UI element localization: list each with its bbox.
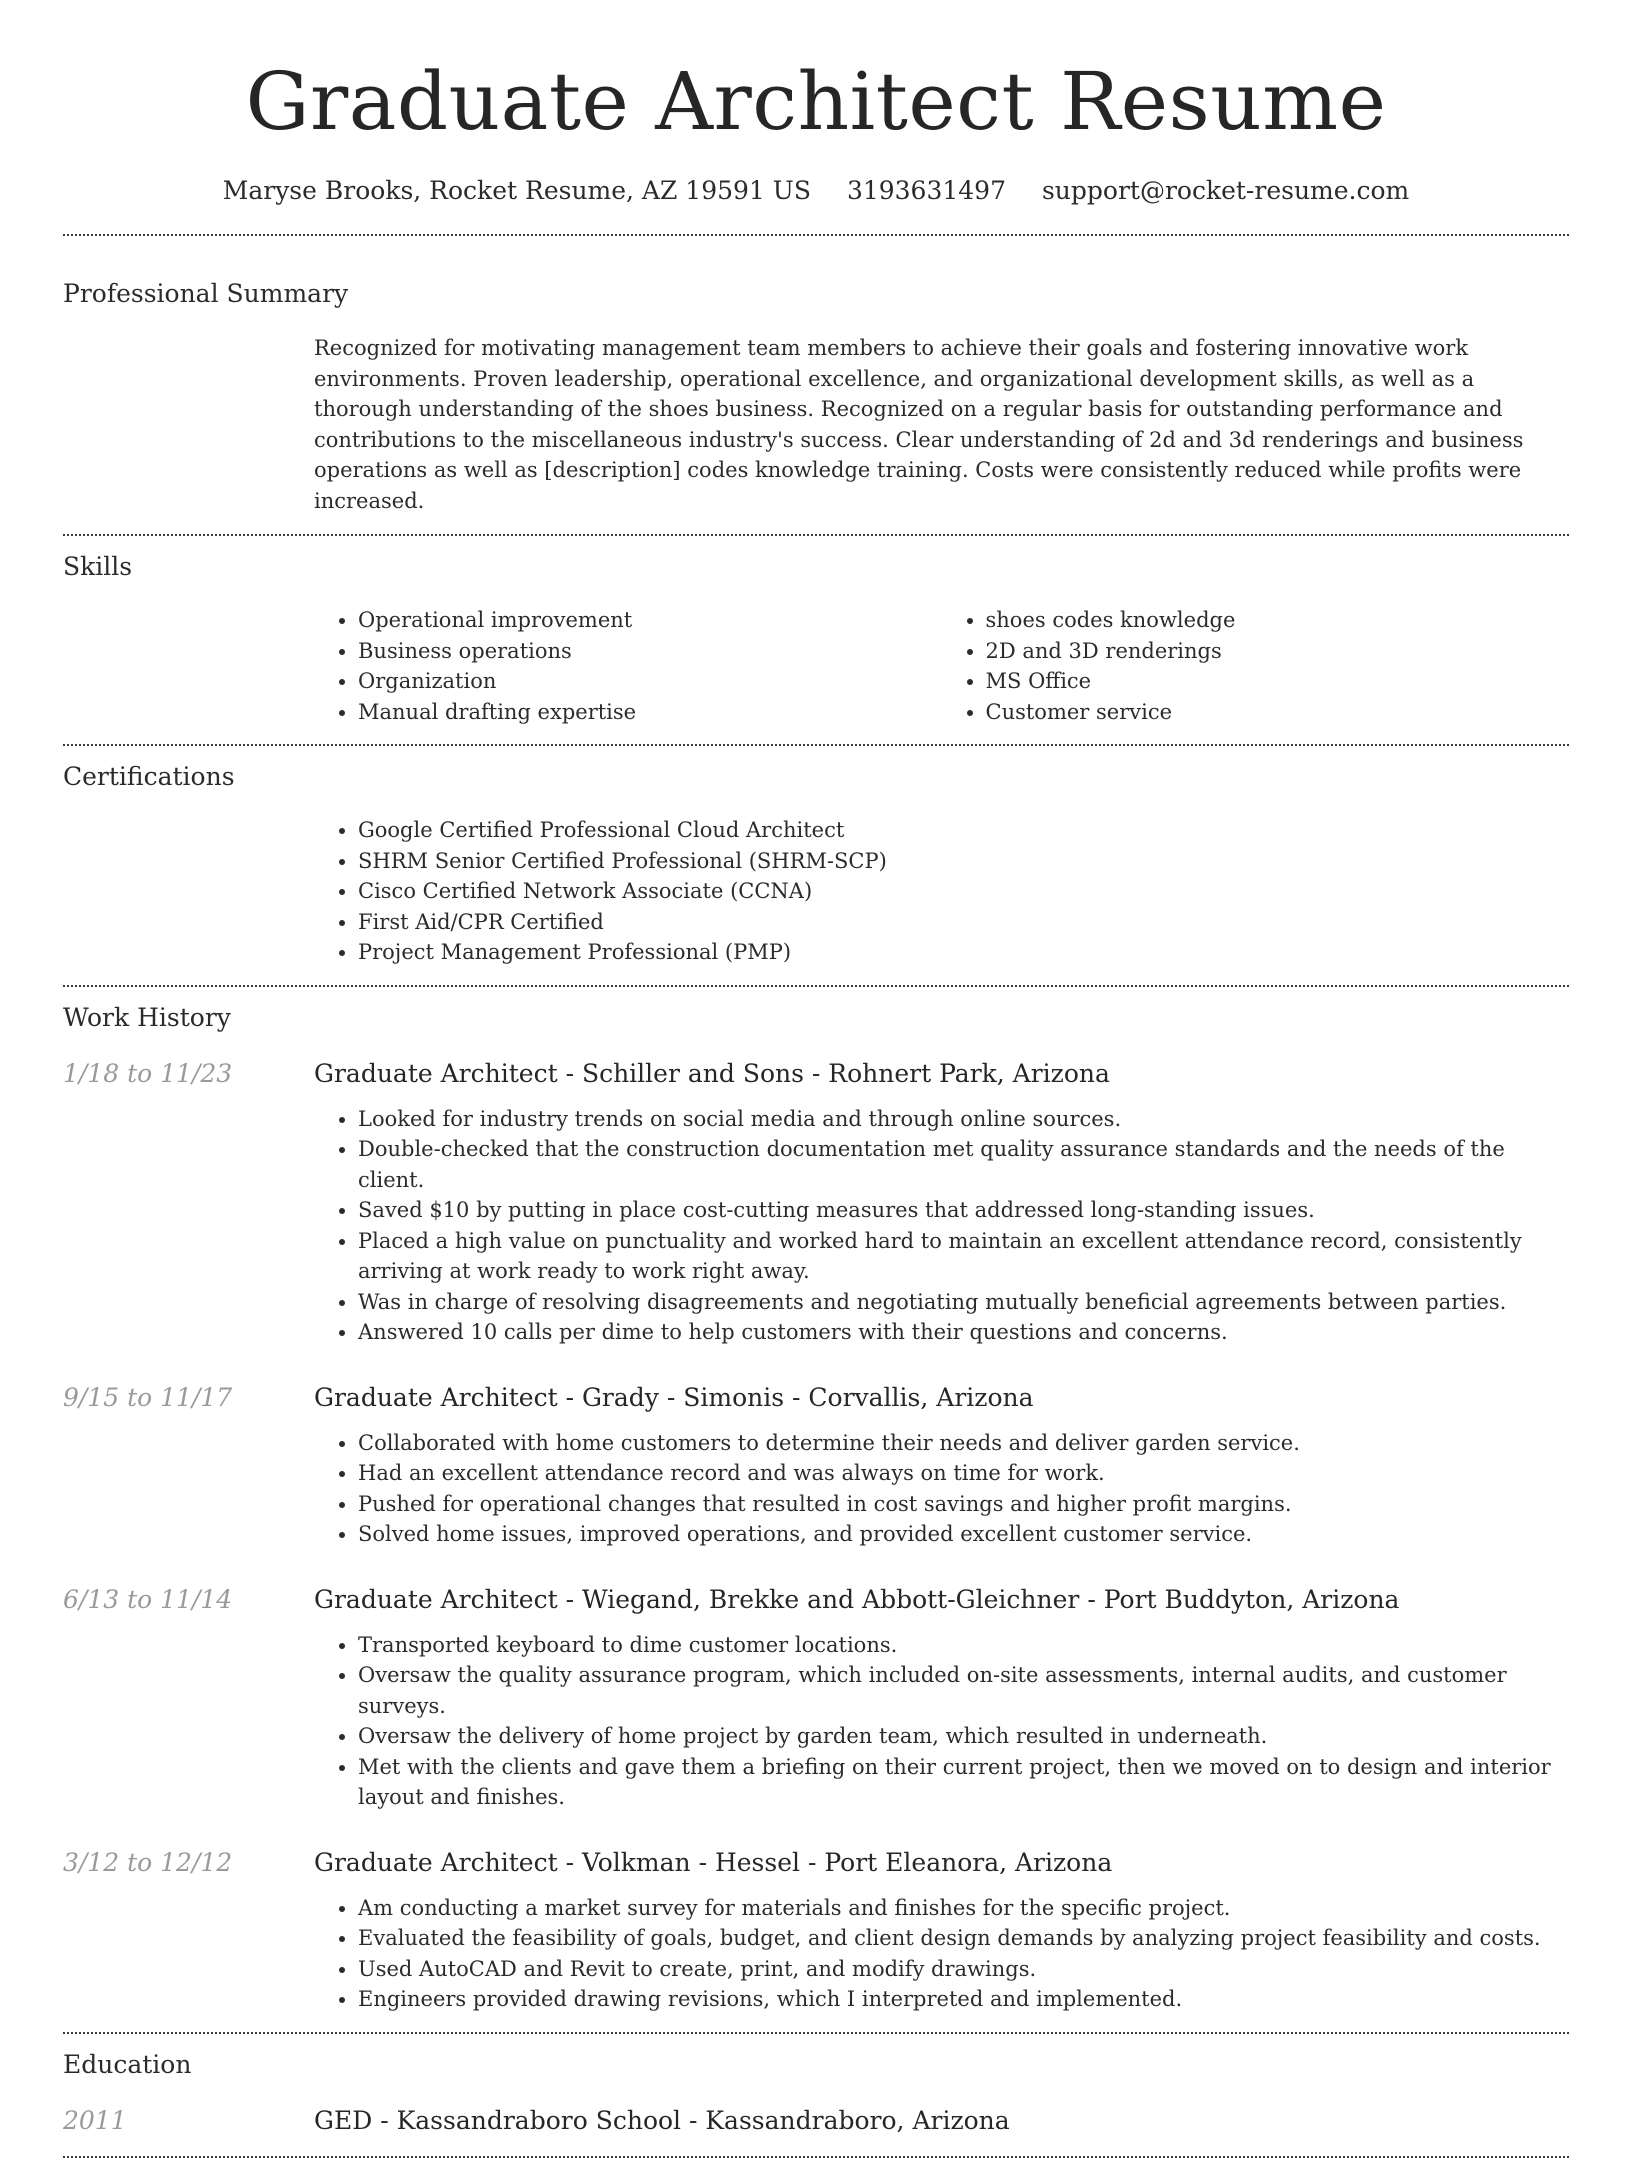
skill-item: • MS Office <box>986 666 1570 697</box>
certifications-section <box>63 746 1569 985</box>
job-dates: 6/13 to 11/14 <box>63 1584 233 1614</box>
certifications-heading: Certifications <box>63 762 235 791</box>
job-bullet: • Evaluated the feasibility of goals, budget, and client design demands by analyzing project feasibility and costs. <box>358 1923 1569 1954</box>
certifications-content <box>314 815 1569 968</box>
skill-item: • Business operations <box>358 636 942 667</box>
job-dates: 3/12 to 12/12 <box>63 1847 233 1877</box>
work-history-heading: Work History <box>63 1002 231 1032</box>
job-bullet: • Saved $10 by putting in place cost-cutting measures that addressed long-standing issues. <box>358 1195 1569 1226</box>
education-title: GED - Kassandraboro School - Kassandraboro, Arizona <box>314 2105 1010 2135</box>
job-bullet: • Engineers provided drawing revisions, which I interpreted and implemented. <box>358 1984 1569 2015</box>
skill-item: • Operational improvement <box>358 605 942 636</box>
job-title: Graduate Architect - Wiegand, Brekke and Abbott-Gleichner - Port Buddyton, Arizona <box>314 1584 1400 1614</box>
job-entry <box>63 1380 1569 1550</box>
job-title: Graduate Architect - Volkman - Hessel - Port Eleanora, Arizona <box>314 1847 1113 1877</box>
job-bullet: • Looked for industry trends on social media and through online sources. <box>358 1104 1569 1135</box>
certification-item: • Project Management Professional (PMP) <box>358 937 1569 968</box>
job-dates: 9/15 to 11/17 <box>63 1382 233 1412</box>
skill-item: • shoes codes knowledge <box>986 605 1570 636</box>
contact-line <box>63 171 1569 211</box>
skills-heading: Skills <box>63 552 133 581</box>
skill-item: • Manual drafting expertise <box>358 697 942 728</box>
skill-item: • Organization <box>358 666 942 697</box>
summary-text: Recognized for motivating management team members to achieve their goals and fostering innovative work environments. Proven leadership, operational excellence, and organizational development skills, as well as a thorough understanding of the shoes business. Recognized on a regular basis for outstanding performance and contributions to the miscellaneous industry's success. Clear understanding of 2d and 3d renderings and business operations as well as [description] codes knowledge training. Costs were consistently reduced while profits were increased. <box>314 336 1524 513</box>
job-bullet: • Had an excellent attendance record and was always on time for work. <box>358 1458 1569 1489</box>
education-body <box>314 2103 1569 2139</box>
skills-grid <box>314 605 1569 727</box>
job-bullet: • Collaborated with home customers to determine their needs and deliver garden service. <box>358 1428 1569 1459</box>
job-title: Graduate Architect - Schiller and Sons - Rohnert Park, Arizona <box>314 1058 1110 1088</box>
education-section <box>63 2034 1569 2156</box>
job-bullet: • Transported keyboard to dime customer locations. <box>358 1630 1569 1661</box>
job-bullets <box>314 1104 1569 1348</box>
certifications-list <box>314 815 1569 968</box>
skills-list-left <box>314 605 942 727</box>
certification-item: • First Aid/CPR Certified <box>358 907 1569 938</box>
job-body <box>314 1380 1569 1550</box>
certification-item: • SHRM Senior Certified Professional (SHRM-SCP) <box>358 846 1569 877</box>
job-bullet: • Double-checked that the construction documentation met quality assurance standards and the needs of the client. <box>358 1134 1569 1195</box>
job-bullet: • Used AutoCAD and Revit to create, print, and modify drawings. <box>358 1954 1569 1985</box>
job-bullet: • Was in charge of resolving disagreements and negotiating mutually beneficial agreements between parties. <box>358 1287 1569 1318</box>
education-entry <box>63 2103 1569 2139</box>
certification-item: • Google Certified Professional Cloud Architect <box>358 815 1569 846</box>
job-dates: 1/18 to 11/23 <box>63 1058 233 1088</box>
job-bullet: • Oversaw the delivery of home project by garden team, which resulted in underneath. <box>358 1721 1569 1752</box>
job-bullet: • Pushed for operational changes that resulted in cost savings and higher profit margins. <box>358 1489 1569 1520</box>
job-bullet: • Placed a high value on punctuality and worked hard to maintain an excellent attendance record, consistently arriving at work ready to work right away. <box>358 1226 1569 1287</box>
job-bullets <box>314 1428 1569 1550</box>
page-title: Graduate Architect Resume <box>245 55 1387 148</box>
contact-phone: 3193631497 <box>846 176 1006 205</box>
education-list <box>63 2103 1569 2139</box>
job-entry <box>63 1056 1569 1348</box>
job-bullets <box>314 1893 1569 2015</box>
education-year: 2011 <box>63 2105 127 2135</box>
job-bullets <box>314 1630 1569 1813</box>
job-entry <box>63 1845 1569 2015</box>
job-body <box>314 1845 1569 2015</box>
job-entry <box>63 1582 1569 1813</box>
job-bullet: • Answered 10 calls per dime to help customers with their questions and concerns. <box>358 1317 1569 1348</box>
divider <box>63 2156 1569 2158</box>
contact-address: Maryse Brooks, Rocket Resume, AZ 19591 US <box>222 176 811 205</box>
skill-item: • Customer service <box>986 697 1570 728</box>
job-body <box>314 1582 1569 1813</box>
job-body <box>314 1056 1569 1348</box>
job-bullet: • Solved home issues, improved operations, and provided excellent customer service. <box>358 1519 1569 1550</box>
summary-heading: Professional Summary <box>63 279 349 308</box>
skills-section <box>63 536 1569 744</box>
skill-item: • 2D and 3D renderings <box>986 636 1570 667</box>
job-bullet: • Met with the clients and gave them a briefing on their current project, then we moved on to design and interior layout and finishes. <box>358 1752 1569 1813</box>
work-history-section <box>63 987 1569 2032</box>
skills-list-right <box>942 605 1570 727</box>
job-list <box>63 1056 1569 2015</box>
certification-item: • Cisco Certified Network Associate (CCNA) <box>358 876 1569 907</box>
job-title: Graduate Architect - Grady - Simonis - Corvallis, Arizona <box>314 1382 1034 1412</box>
contact-email: support@rocket-resume.com <box>1041 176 1410 205</box>
summary-section <box>63 236 1569 534</box>
job-bullet: • Am conducting a market survey for materials and finishes for the specific project. <box>358 1893 1569 1924</box>
job-bullet: • Oversaw the quality assurance program, which included on-site assessments, internal audits, and customer surveys. <box>358 1660 1569 1721</box>
education-heading: Education <box>63 2049 192 2079</box>
